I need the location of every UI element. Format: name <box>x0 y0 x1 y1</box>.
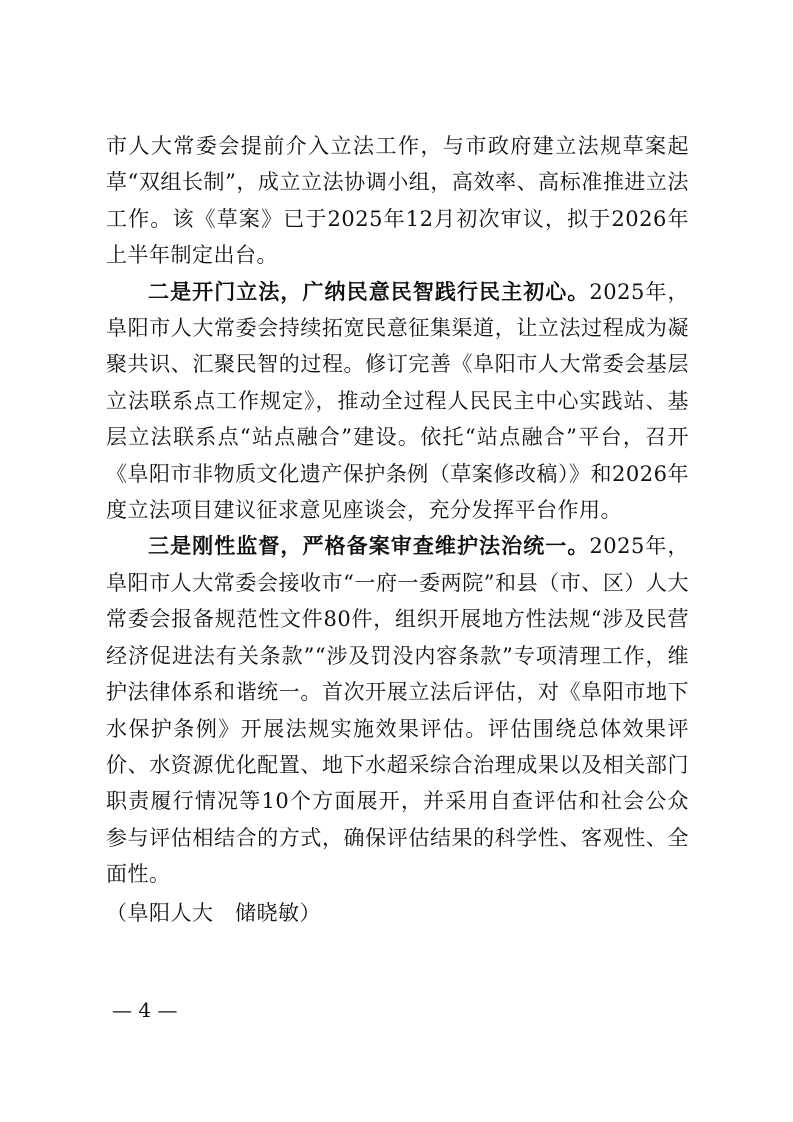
paragraph-continuation <box>106 128 689 274</box>
page-number: — 4 — <box>112 998 178 1022</box>
paragraph-text: 市人大常委会提前介入立法工作，与市政府建立法规草案起草“双组长制”，成立立法协调小组，高效率、高标准推进立法工作。该《草案》已于2025年12月初次审议，拟于2026年上半年制定出台。 <box>106 134 689 268</box>
paragraph-lead-heading: 二是开门立法，广纳民意民智践行民主初心。 <box>148 279 590 304</box>
paragraph-open-legislation <box>106 274 689 529</box>
paragraph-lead-heading: 三是刚性监督，严格备案审查维护法治统一。 <box>148 534 590 559</box>
document-body <box>106 128 689 931</box>
paragraph-rigid-supervision <box>106 528 689 892</box>
paragraph-text: 2025年，阜阳市人大常委会持续拓宽民意征集渠道，让立法过程成为凝聚共识、汇聚民智的过程。修订完善《阜阳市人大常委会基层立法联系点工作规定》，推动全过程人民民主中心实践站、基层立法联系点“站点融合”建设。依托“站点融合”平台，召开《阜阳市非物质文化遗产保护条例（草案修改稿）》和2026年度立法项目建议征求意见座谈会，充分发挥平台作用。 <box>106 279 689 523</box>
paragraph-text: 2025年，阜阳市人大常委会接收市“一府一委两院”和县（市、区）人大常委会报备规范性文件80件，组织开展地方性法规“涉及民营经济促进法有关条款”“涉及罚没内容条款”专项清理工作，维护法律体系和谐统一。首次开展立法后评估，对《阜阳市地下水保护条例》开展法规实施效果评估。评估围绕总体效果评价、水资源优化配置、地下水超采综合治理成果以及相关部门职责履行情况等10个方面展开，并采用自查评估和社会公众参与评估相结合的方式，确保评估结果的科学性、客观性、全面性。 <box>106 534 689 887</box>
author-signature: （阜阳人大 储晓敏） <box>106 900 321 925</box>
